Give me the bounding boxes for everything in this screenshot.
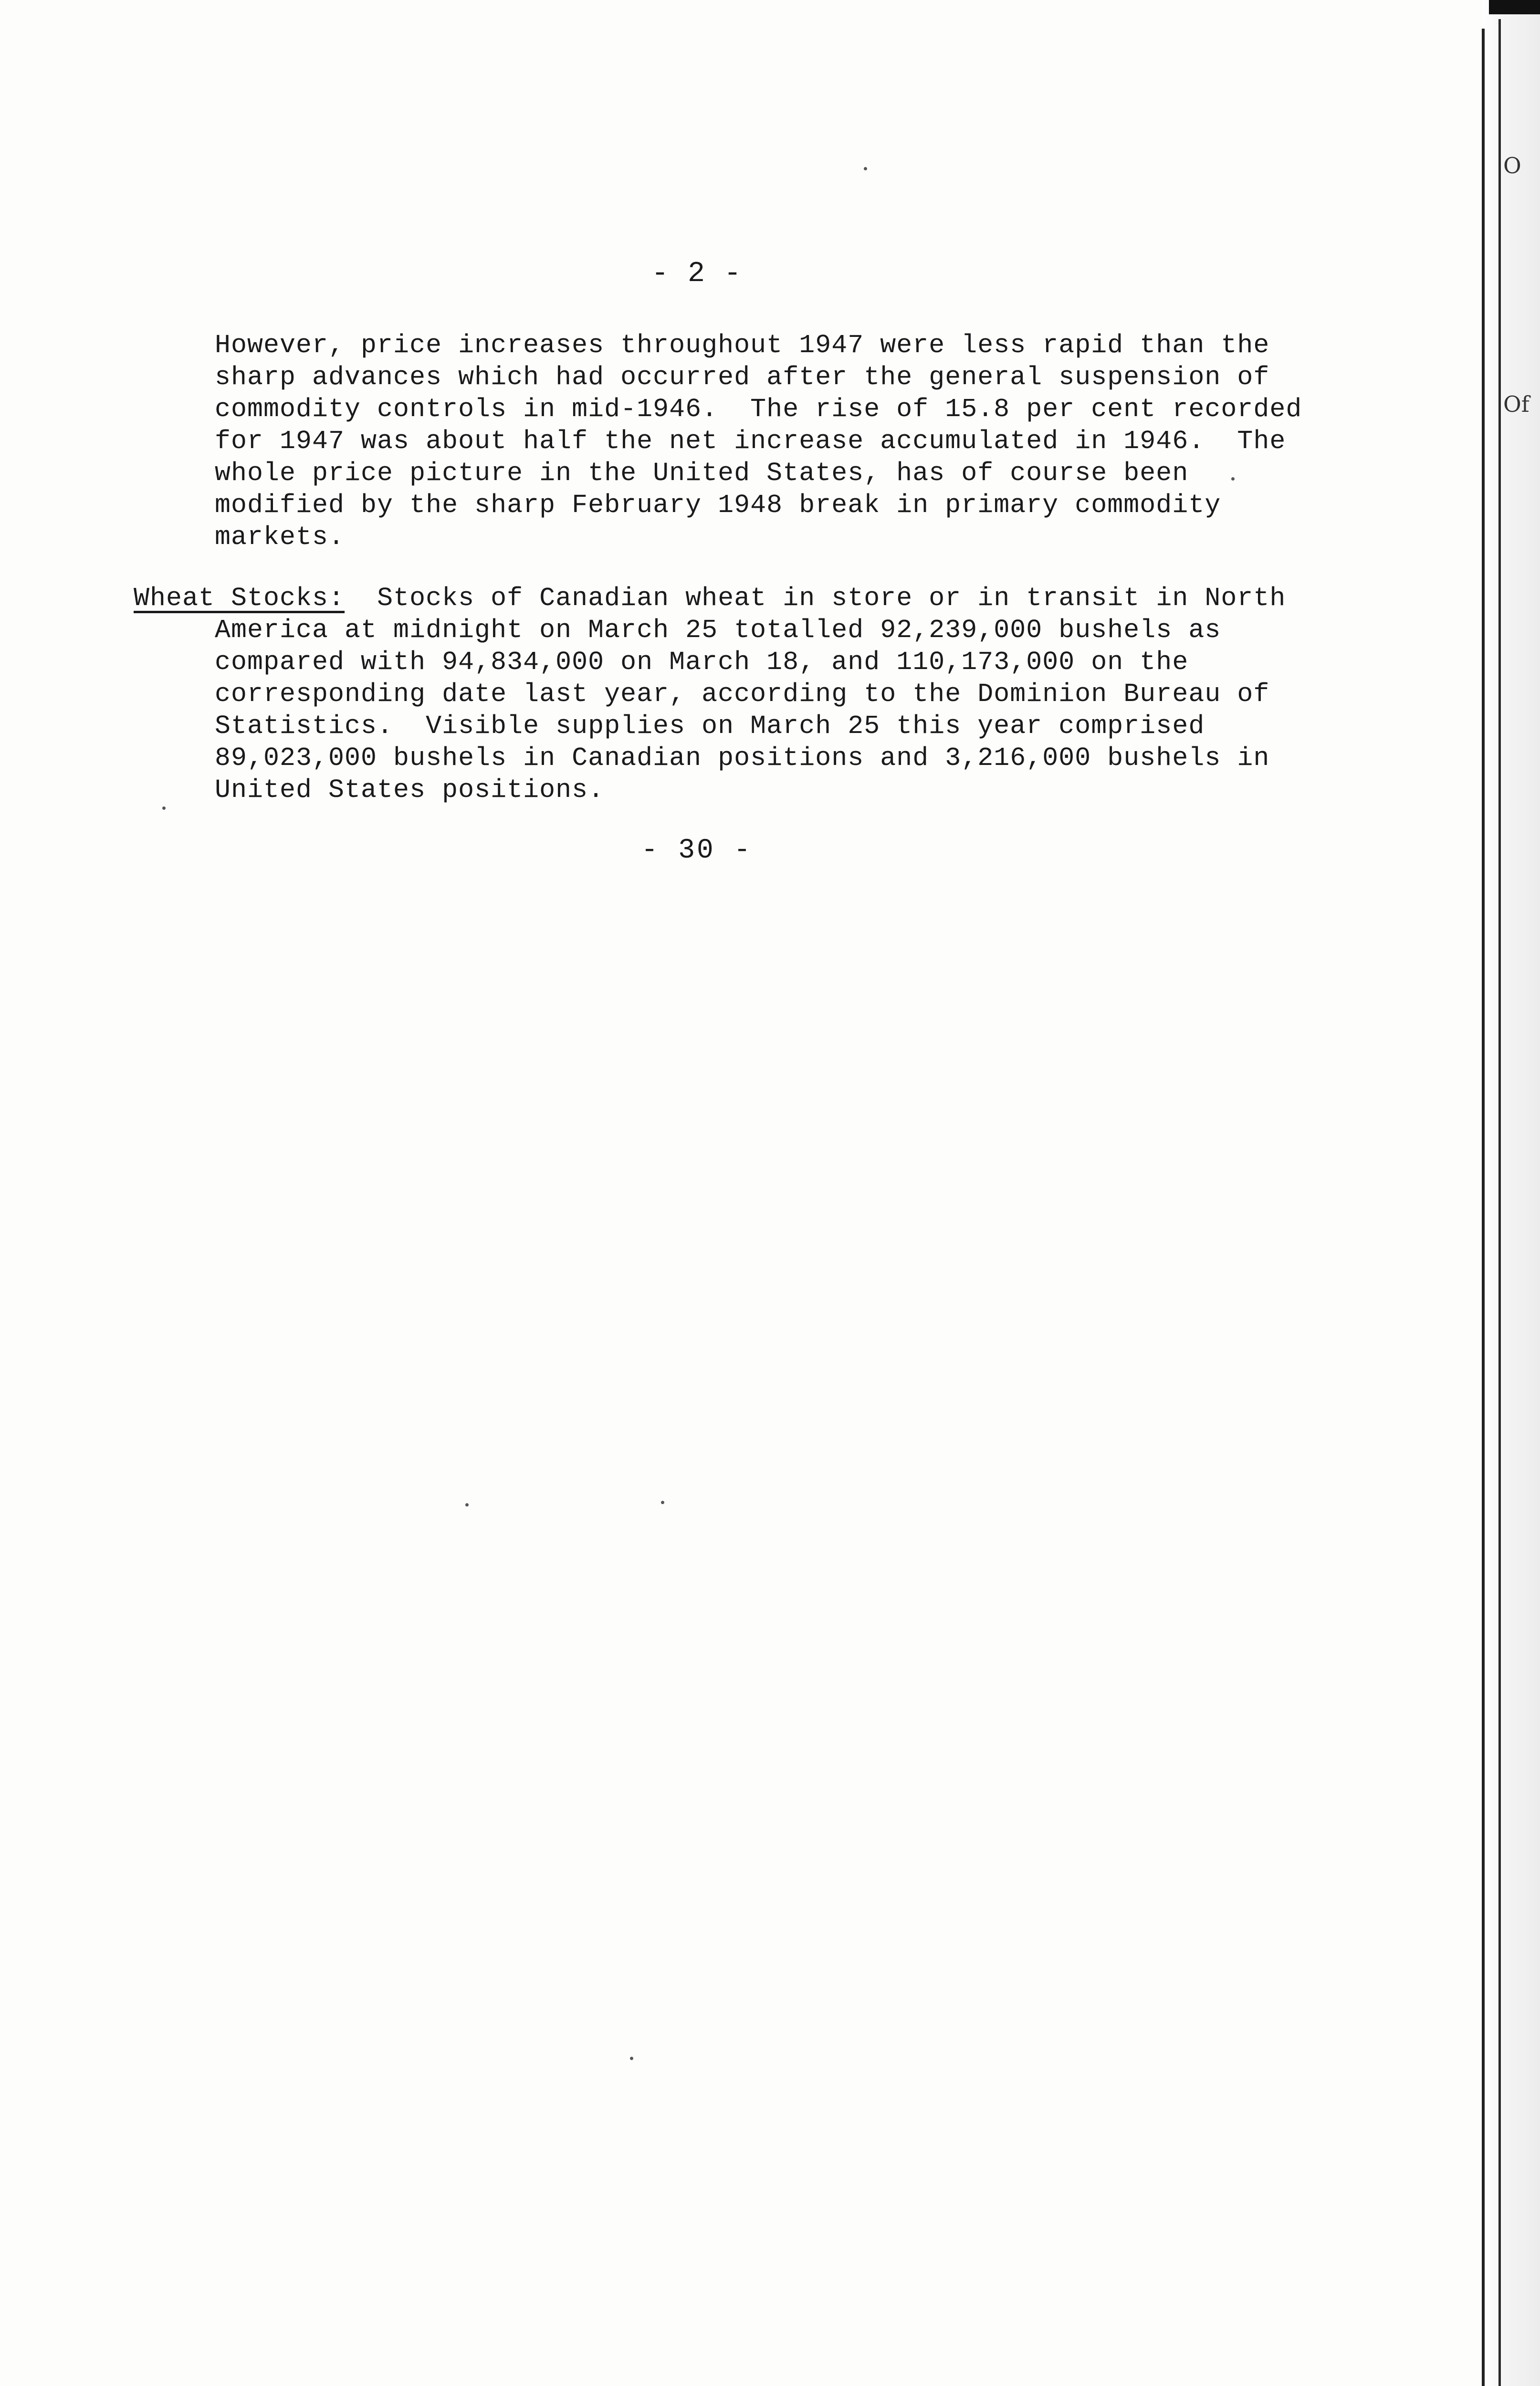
scan-speck	[1231, 477, 1235, 481]
scan-speck	[864, 167, 867, 170]
end-mark: - 30 -	[641, 835, 753, 866]
para-line: However, price increases throughout 1947 were less rapid than the	[215, 330, 1270, 360]
scan-speck	[661, 1501, 664, 1504]
para-line: America at midnight on March 25 totalled 92,239,000 bushels as	[215, 615, 1221, 645]
wheat-stocks-paragraph	[134, 582, 1286, 806]
margin-glyph: Of	[1503, 391, 1530, 417]
para-line: compared with 94,834,000 on March 18, and 110,173,000 on the	[215, 647, 1189, 677]
wheat-stocks-heading: Wheat Stocks:	[134, 583, 345, 613]
para-line: 89,023,000 bushels in Canadian positions and 3,216,000 bushels in	[215, 743, 1270, 773]
para-line: for 1947 was about half the net increase accumulated in 1946. The	[215, 426, 1286, 456]
para-line: United States positions.	[215, 775, 605, 805]
scan-speck	[162, 806, 166, 810]
para-line: Statistics. Visible supplies on March 25 this year comprised	[215, 711, 1205, 741]
para-line: corresponding date last year, according to the Dominion Bureau of	[215, 679, 1270, 709]
para-line: Stocks of Canadian wheat in store or in transit in North	[345, 583, 1286, 613]
scan-edge-right	[1483, 0, 1540, 2386]
para-line: whole price picture in the United States, has of course been	[215, 458, 1189, 488]
scan-edge-blot	[1489, 0, 1540, 14]
para-line: commodity controls in mid-1946. The rise of 15.8 per cent recorded	[215, 394, 1302, 424]
margin-glyph: O	[1503, 153, 1521, 178]
scan-speck	[465, 1503, 469, 1507]
scan-speck	[630, 2057, 633, 2060]
scan-edge-line	[1498, 19, 1501, 2386]
page-number: - 2 -	[651, 258, 743, 290]
price-paragraph	[215, 329, 1302, 553]
para-line: sharp advances which had occurred after the general suspension of	[215, 362, 1270, 392]
para-line: markets.	[215, 522, 345, 552]
para-line: modified by the sharp February 1948 break in primary commodity	[215, 490, 1221, 520]
scan-edge-line	[1482, 29, 1485, 2386]
